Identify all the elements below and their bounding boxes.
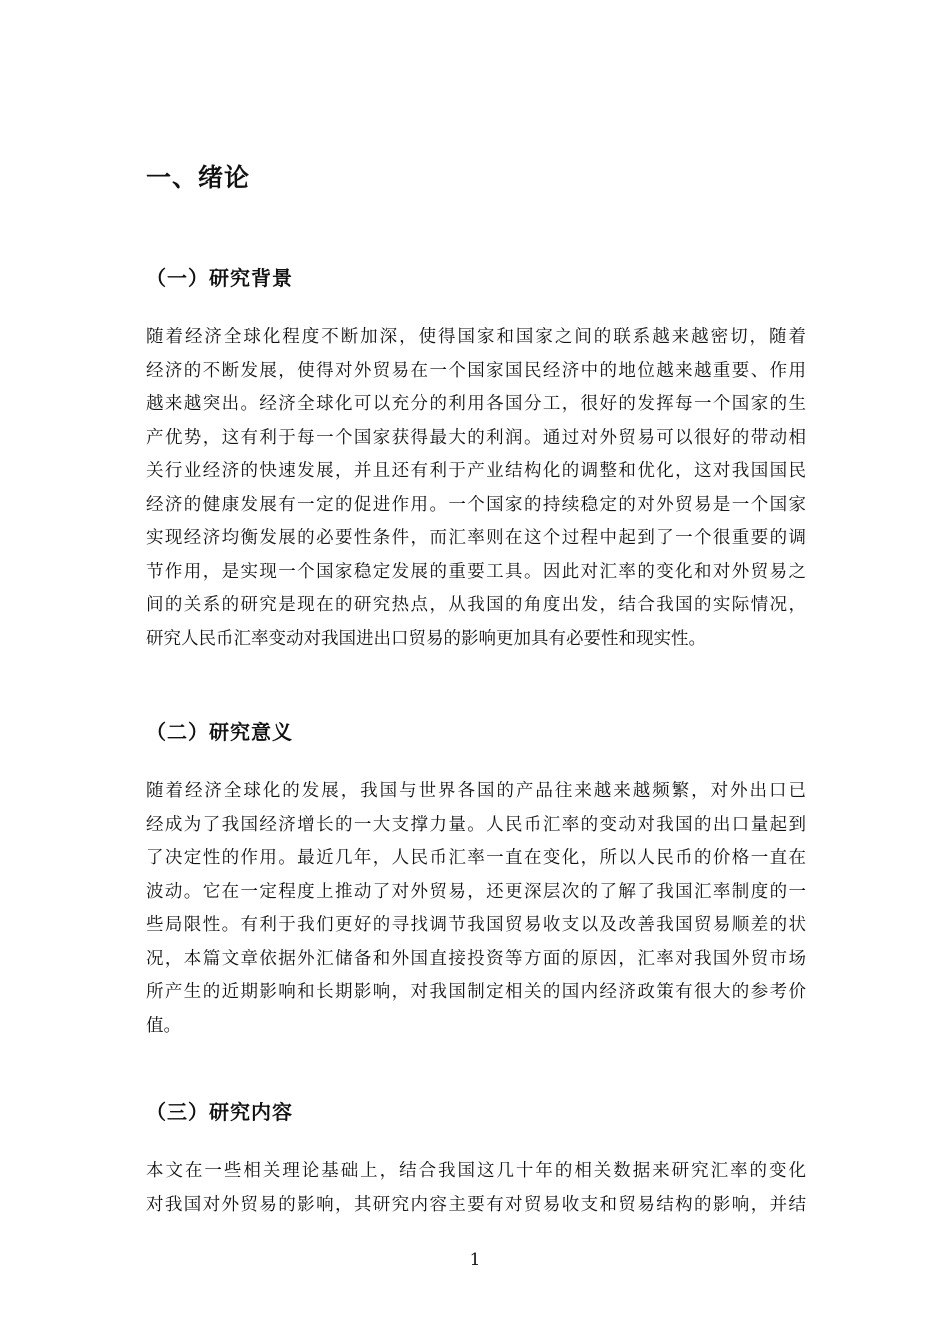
text-line: 了决定性的作用。最近几年，人民币汇率一直在变化，所以人民币的价格一直在 <box>146 848 806 868</box>
text-line: 随着经济全球化的发展，我国与世界各国的产品往来越来越频繁，对外出口已 <box>146 781 806 801</box>
text-line: 产优势，这有利于每一个国家获得最大的利润。通过对外贸易可以很好的带动相 <box>146 427 806 448</box>
text-line: 随着经济全球化程度不断加深，使得国家和国家之间的联系越来越密切，随着 <box>146 327 806 347</box>
text-line: 值。 <box>146 1015 181 1036</box>
text-line: 波动。它在一定程度上推动了对外贸易，还更深层次的了解了我国汇率制度的一 <box>146 881 806 902</box>
chapter-title: 一、绪论 <box>146 163 251 192</box>
paragraph-background <box>146 321 806 656</box>
text-line: 对我国对外贸易的影响，其研究内容主要有对贸易收支和贸易结构的影响，并结 <box>146 1194 806 1215</box>
text-line: 间的关系的研究是现在的研究热点，从我国的角度出发，结合我国的实际情况， <box>146 595 806 615</box>
text-line: 越来越突出。经济全球化可以充分的利用各国分工，很好的发挥每一个国家的生 <box>146 394 806 414</box>
text-line: 研究人民币汇率变动对我国进出口贸易的影响更加具有必要性和现实性。 <box>146 628 706 649</box>
text-line: 节作用，是实现一个国家稳定发展的重要工具。因此对汇率的变化和对外贸易之 <box>146 561 806 582</box>
paragraph-significance <box>146 775 806 1043</box>
text-line: 经成为了我国经济增长的一大支撑力量。人民币汇率的变动对我国的出口量起到 <box>146 814 806 835</box>
text-line: 经济的健康发展有一定的促进作用。一个国家的持续稳定的对外贸易是一个国家 <box>146 494 806 515</box>
text-line: 实现经济均衡发展的必要性条件，而汇率则在这个过程中起到了一个很重要的调 <box>146 528 806 548</box>
section-heading-background: （一）研究背景 <box>146 266 293 290</box>
text-line: 本文在一些相关理论基础上，结合我国这几十年的相关数据来研究汇率的变化 <box>146 1161 806 1181</box>
text-line: 经济的不断发展，使得对外贸易在一个国家国民经济中的地位越来越重要、作用 <box>146 360 806 381</box>
section-heading-content: （三）研究内容 <box>146 1100 293 1124</box>
paragraph-content <box>146 1155 806 1222</box>
section-heading-significance: （二）研究意义 <box>146 720 293 744</box>
text-line: 所产生的近期影响和长期影响，对我国制定相关的国内经济政策有很大的参考价 <box>146 982 806 1002</box>
text-line: 些局限性。有利于我们更好的寻找调节我国贸易收支以及改善我国贸易顺差的状 <box>146 915 806 935</box>
text-line: 关行业经济的快速发展，并且还有利于产业结构化的调整和优化，这对我国国民 <box>146 461 806 481</box>
text-line: 况，本篇文章依据外汇储备和外国直接投资等方面的原因，汇率对我国外贸市场 <box>146 948 806 969</box>
page-number: 1 <box>469 1250 481 1270</box>
